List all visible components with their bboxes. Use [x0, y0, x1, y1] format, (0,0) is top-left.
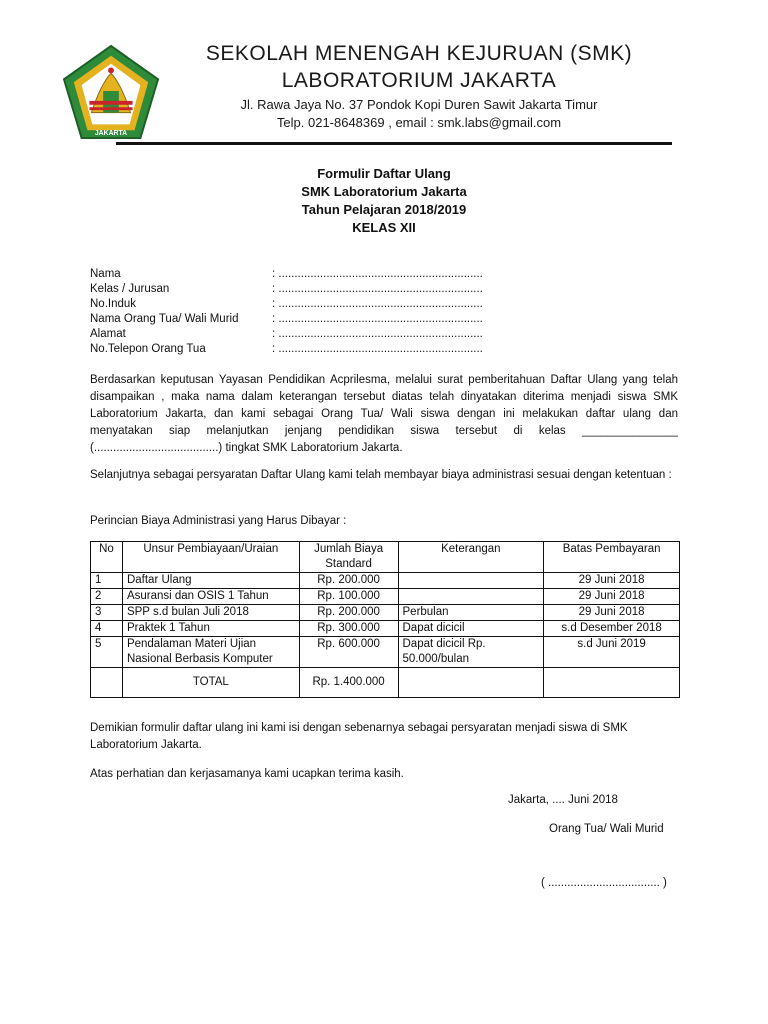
field-label: No.Induk [90, 298, 137, 310]
header-note: Keterangan [398, 542, 544, 573]
cell-note: Dapat dicicil Rp. 50.000/bulan [398, 637, 544, 668]
total-label: TOTAL [122, 668, 299, 698]
form-title: Formulir Daftar Ulang [317, 166, 451, 181]
paragraph-decision: Berdasarkan keputusan Yayasan Pendidikan Acprilesma, melalui surat pemberitahuan Daftar Ulang yang telah disampaikan , maka nama dalam keterangan tersebut diatas telah dinyatakan diterima menjadi siswa SMK Laboratorium Jakarta, dan kami sebagai Orang Tua/ Wali siswa dengan ini melakukan daftar ulang dan menyatakan siap melanjutkan jenjang pendidikan siswa tersebut di kelas _______________ (.......................................) tingkat SMK Laboratorium Jakarta. [90, 374, 678, 454]
school-logo [62, 44, 160, 142]
cell-amount: Rp. 200.000 [299, 573, 398, 589]
logo-text: JAKARTA [94, 130, 128, 138]
cell-amount: Rp. 100.000 [299, 589, 398, 605]
total-amount: Rp. 1.400.000 [299, 668, 398, 698]
table-row [91, 589, 680, 605]
paragraph-declaration: Demikian formulir daftar ulang ini kami isi dengan sebenarnya sebagai persyaratan menjadi siswa di SMK Laboratorium Jakarta. [90, 722, 628, 751]
paragraph-thanks: Atas perhatian dan kerjasamanya kami ucapkan terima kasih. [90, 768, 404, 780]
header-deadline: Batas Pembayaran [544, 542, 680, 573]
cell-note: Dapat dicicil [398, 621, 544, 637]
field-blank[interactable]: : ................................................................ [272, 313, 483, 325]
school-name-line1: SEKOLAH MENENGAH KEJURUAN (SMK) [205, 42, 633, 65]
school-name-line2: LABORATORIUM JAKARTA [281, 69, 557, 92]
table-row [91, 573, 680, 589]
cell-deadline: s.d Juni 2019 [544, 637, 680, 668]
cell-no: 4 [91, 621, 123, 637]
cell-no: 5 [91, 637, 123, 668]
cell-empty [544, 668, 680, 698]
header-item: Unsur Pembiayaan/Uraian [122, 542, 299, 573]
field-label: Nama Orang Tua/ Wali Murid [90, 313, 239, 325]
cell-note [398, 573, 544, 589]
field-blank[interactable]: : ................................................................ [272, 298, 483, 310]
paragraph-fee-heading: Perincian Biaya Administrasi yang Harus Dibayar : [90, 515, 347, 527]
cell-note [398, 589, 544, 605]
cell-deadline: 29 Juni 2018 [544, 589, 680, 605]
cell-empty [91, 668, 123, 698]
cell-no: 2 [91, 589, 123, 605]
field-blank[interactable]: : ................................................................ [272, 268, 483, 280]
school-address: Jl. Rawa Jaya No. 37 Pondok Kopi Duren Sawit Jakarta Timur [240, 97, 598, 112]
cell-item: Daftar Ulang [122, 573, 299, 589]
header-amount: Jumlah Biaya Standard [299, 542, 398, 573]
field-blank[interactable]: : ................................................................ [272, 343, 483, 355]
cell-item: SPP s.d bulan Juli 2018 [122, 605, 299, 621]
cell-amount: Rp. 200.000 [299, 605, 398, 621]
cell-note: Perbulan [398, 605, 544, 621]
signature-place-date: Jakarta, .... Juni 2018 [508, 794, 618, 806]
field-label: Kelas / Jurusan [90, 283, 170, 295]
cell-item: Praktek 1 Tahun [122, 621, 299, 637]
cell-deadline: 29 Juni 2018 [544, 605, 680, 621]
cell-deadline: 29 Juni 2018 [544, 573, 680, 589]
signature-name-blank[interactable]: ( ................................... ) [541, 877, 667, 889]
field-label: No.Telepon Orang Tua [90, 343, 206, 355]
field-blank[interactable]: : ................................................................ [272, 328, 483, 340]
cell-deadline: s.d Desember 2018 [544, 621, 680, 637]
header-divider [116, 142, 672, 145]
cell-no: 1 [91, 573, 123, 589]
table-row [91, 637, 680, 668]
table-total-row [91, 668, 680, 698]
signature-role: Orang Tua/ Wali Murid [549, 823, 664, 835]
cell-no: 3 [91, 605, 123, 621]
field-label: Alamat [90, 328, 126, 340]
field-label: Nama [90, 268, 121, 280]
field-blank[interactable]: : ................................................................ [272, 283, 483, 295]
cell-amount: Rp. 600.000 [299, 637, 398, 668]
header-no: No [91, 542, 123, 573]
table-header-row [91, 542, 680, 573]
school-contact: Telp. 021-8648369 , email : smk.labs@gmail.com [276, 115, 562, 130]
cell-item: Asuransi dan OSIS 1 Tahun [122, 589, 299, 605]
cell-empty [398, 668, 544, 698]
fee-table [90, 541, 680, 698]
paragraph-requirements: Selanjutnya sebagai persyaratan Daftar Ulang kami telah membayar biaya administrasi sesuai dengan ketentuan : [90, 469, 672, 481]
form-subtitle-class: KELAS XII [352, 220, 416, 235]
cell-item: Pendalaman Materi Ujian Nasional Berbasis Komputer [122, 637, 299, 668]
form-subtitle-school: SMK Laboratorium Jakarta [301, 184, 467, 199]
table-row [91, 621, 680, 637]
table-row [91, 605, 680, 621]
cell-amount: Rp. 300.000 [299, 621, 398, 637]
form-subtitle-year: Tahun Pelajaran 2018/2019 [301, 202, 467, 217]
